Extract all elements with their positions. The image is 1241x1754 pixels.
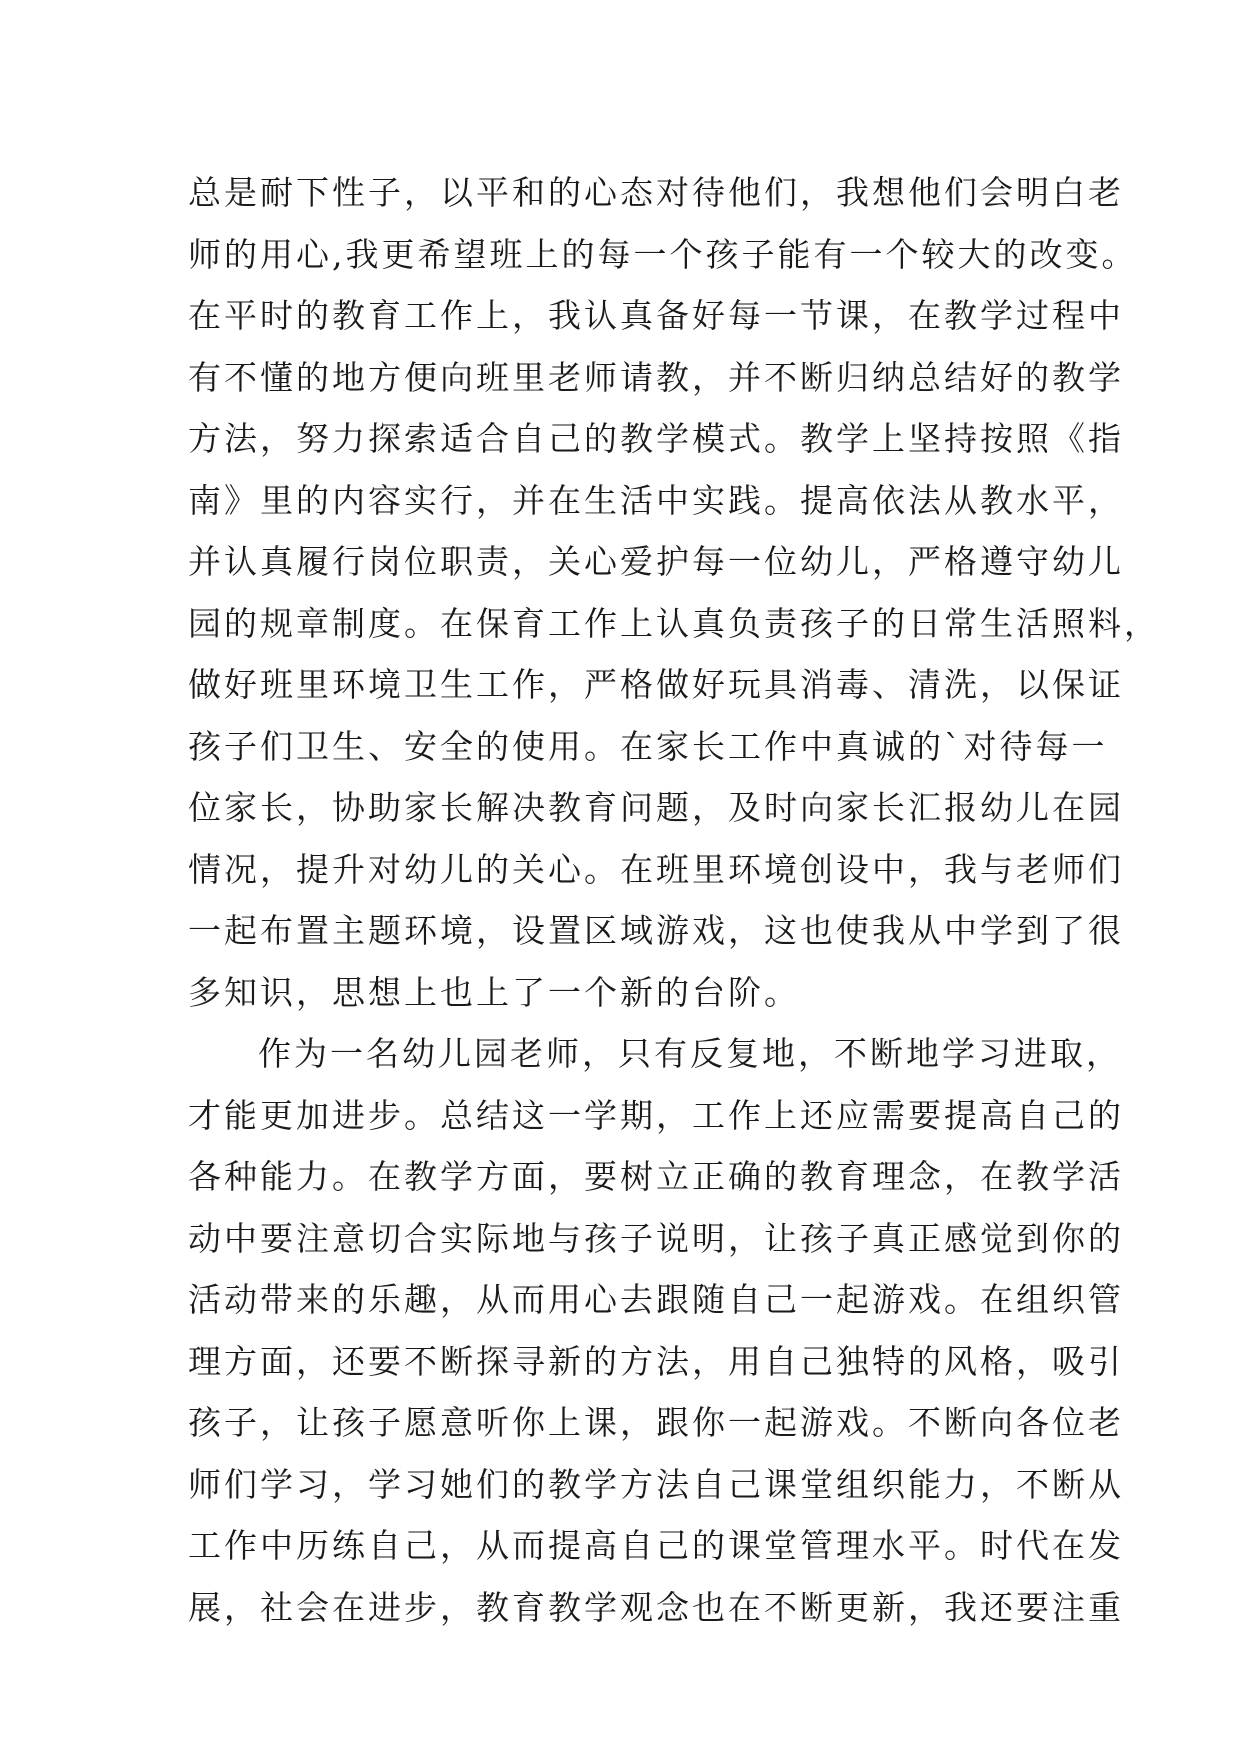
text-line: 在平时的教育工作上，我认真备好每一节课，在教学过程中 <box>188 296 1124 335</box>
text-line: 师们学习，学习她们的教学方法自己课堂组织能力，不断从 <box>188 1464 1124 1504</box>
text-line: 园的规章制度。在保育工作上认真负责孩子的日常生活照料， <box>188 603 1160 643</box>
text-line: 情况，提升对幼儿的关心。在班里环境创设中，我与老师们 <box>188 849 1124 889</box>
text-line: 南》里的内容实行，并在生活中实践。提高依法从教水平， <box>188 480 1124 520</box>
text-line: 多知识，思想上也上了一个新的台阶。 <box>188 972 800 1012</box>
body-text <box>188 162 1160 1638</box>
text-line: 工作中历练自己，从而提高自己的课堂管理水平。时代在发 <box>188 1526 1124 1565</box>
text-line: 活动带来的乐趣，从而用心去跟随自己一起游戏。在组织管 <box>188 1280 1124 1319</box>
text-line: 总是耐下性子，以平和的心态对待他们，我想他们会明白老 <box>188 173 1124 212</box>
text-line: 有不懂的地方便向班里老师请教，并不断归纳总结好的教学 <box>188 357 1124 397</box>
text-line: 才能更加进步。总结这一学期，工作上还应需要提高自己的 <box>188 1095 1124 1135</box>
text-line: 各种能力。在教学方面，要树立正确的教育理念，在教学活 <box>188 1157 1124 1196</box>
text-line: 师的用心,我更希望班上的每一个孩子能有一个较大的改变。 <box>188 234 1138 274</box>
text-line: 展，社会在进步，教育教学观念也在不断更新，我还要注重 <box>188 1587 1124 1627</box>
text-line: 做好班里环境卫生工作，严格做好玩具消毒、清洗，以保证 <box>188 665 1124 704</box>
text-line: 动中要注意切合实际地与孩子说明，让孩子真正感觉到你的 <box>188 1218 1124 1258</box>
paragraph-start-line: 作为一名幼儿园老师，只有反复地，不断地学习进取， <box>258 1034 1122 1073</box>
text-line: 理方面，还要不断探寻新的方法，用自己独特的风格，吸引 <box>188 1341 1124 1381</box>
text-line: 并认真履行岗位职责，关心爱护每一位幼儿，严格遵守幼儿 <box>188 542 1124 581</box>
text-line: 孩子，让孩子愿意听你上课，跟你一起游戏。不断向各位老 <box>188 1403 1124 1442</box>
text-line: 一起布置主题环境，设置区域游戏，这也使我从中学到了很 <box>188 911 1124 950</box>
text-line: 位家长，协助家长解决教育问题，及时向家长汇报幼儿在园 <box>188 788 1124 827</box>
text-line: 孩子们卫生、安全的使用。在家长工作中真诚的`对待每一 <box>188 726 1108 766</box>
text-line: 方法，努力探索适合自己的教学模式。教学上坚持按照《指 <box>188 419 1124 458</box>
